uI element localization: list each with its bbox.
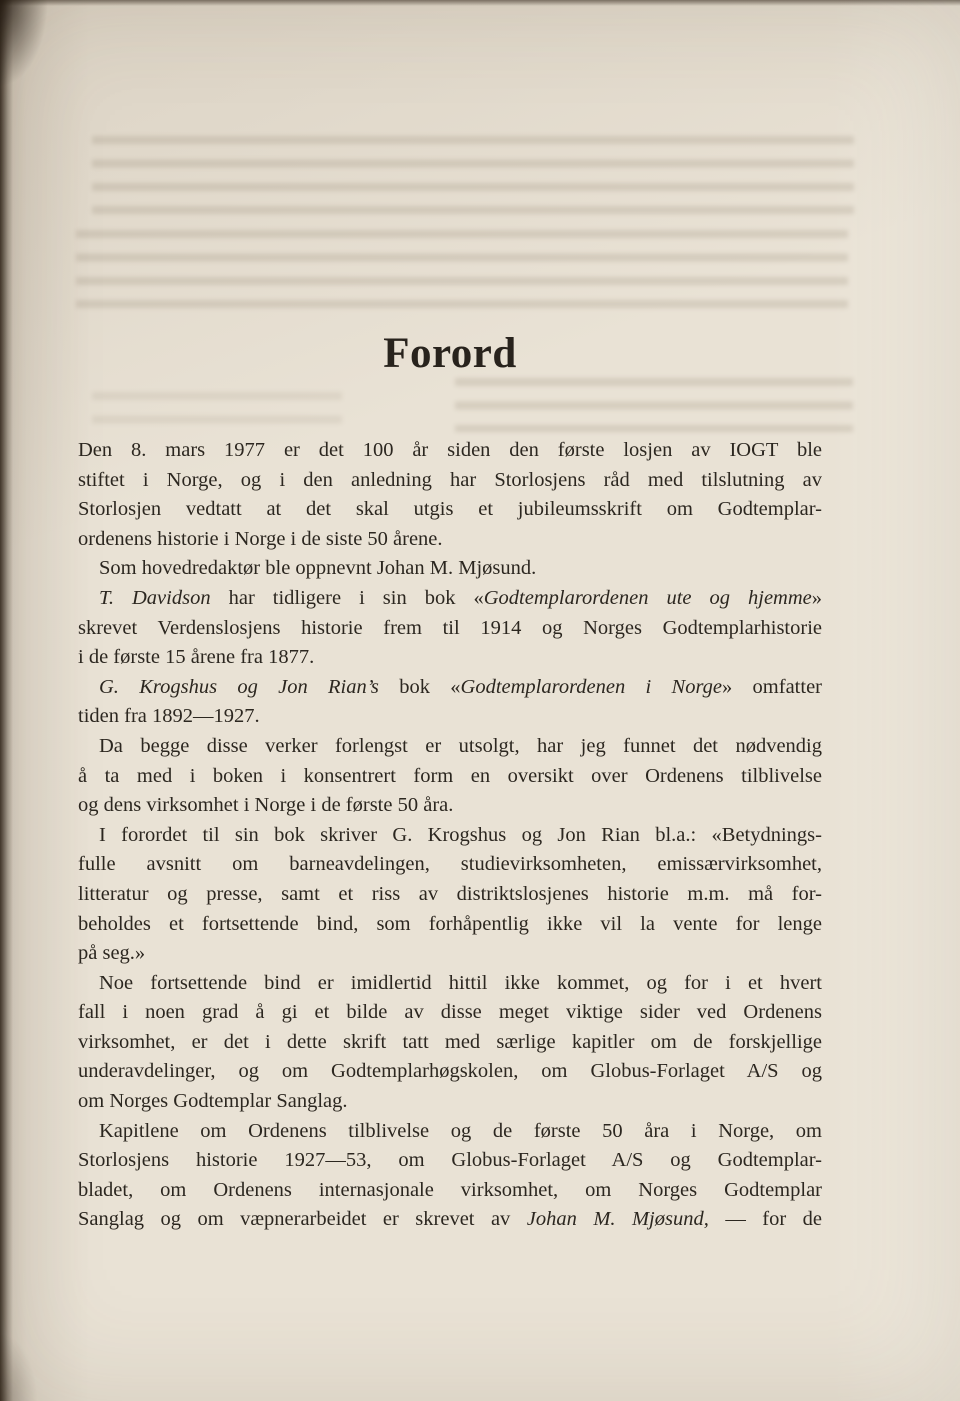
- text-run: om Norges Godtemplar Sanglag.: [78, 1090, 348, 1113]
- text-run: underavdelinger, og om Godtemplarhøgskolen, om Globus-Forlaget A/S og: [78, 1060, 822, 1083]
- text-run: Noe fortsettende bind er imidlertid hittil ikke kommet, og for i et hvert: [99, 971, 822, 994]
- text-run: — for de: [708, 1208, 822, 1231]
- text-run: har tidligere i sin bok «: [210, 586, 484, 609]
- corner-shadow-top-left: [0, 0, 64, 115]
- text-run: og dens virksomhet i Norge i de første 50 åra.: [78, 794, 454, 817]
- paragraph: [78, 821, 822, 969]
- text-run: fall i noen grad å gi et bilde av disse meget viktige sider ved Ordenens: [78, 1001, 822, 1024]
- text-line: [78, 791, 822, 821]
- text-run: I forordet til sin bok skriver G. Krogshus og Jon Rian bl.a.: «Betydnings-: [99, 823, 822, 846]
- text-run: Som hovedredaktør ble oppnevnt Johan M. Mjøsund.: [99, 557, 537, 580]
- italic-text-run: T. Davidson: [99, 586, 211, 609]
- text-line: [78, 495, 822, 525]
- text-run: »: [811, 586, 823, 609]
- text-line: [78, 1028, 822, 1058]
- text-run: bladet, om Ordenens internasjonale virksomhet, om Norges Godtemplar: [78, 1178, 822, 1201]
- text-line: [78, 1146, 822, 1176]
- italic-text-run: Godtemplarordenen ute og hjemme: [483, 586, 812, 609]
- text-run: Sanglag og om væpnerarbeidet er skrevet av: [78, 1208, 527, 1231]
- text-line: [78, 584, 822, 614]
- text-line: [78, 732, 822, 762]
- text-line: [78, 762, 822, 792]
- text-run: virksomhet, er det i dette skrift tatt med særlige kapitler om de forskjellige: [78, 1030, 822, 1053]
- text-run: litteratur og presse, samt et riss av distriktslosjenes historie m.m. må for-: [78, 882, 822, 905]
- book-spine-edge: [0, 0, 13, 1401]
- text-run: stiftet i Norge, og i den anledning har Storlosjens råd med tilslutning av: [78, 468, 822, 491]
- paragraph: [78, 969, 822, 1117]
- text-line: [78, 614, 822, 644]
- text-line: [78, 850, 822, 880]
- text-run: å ta med i boken i konsentrert form en oversikt over Ordenens tilblivelse: [78, 764, 822, 787]
- body-text: [78, 436, 822, 1235]
- text-line: [78, 880, 822, 910]
- italic-text-run: Godtemplarordenen i Norge: [460, 675, 723, 698]
- text-line: [78, 673, 822, 703]
- text-line: [78, 436, 822, 466]
- text-line: [78, 969, 822, 999]
- text-line: [78, 1205, 822, 1235]
- showthrough-text-block: [92, 136, 854, 220]
- text-line: [78, 702, 822, 732]
- paragraph: [78, 1117, 822, 1235]
- page-edge-top: [0, 0, 960, 6]
- text-line: [78, 1176, 822, 1206]
- showthrough-text-block: [76, 230, 848, 314]
- text-line: [78, 525, 822, 555]
- page-content: [78, 330, 822, 1235]
- text-run: skrevet Verdenslosjens historie frem til 1914 og Norges Godtemplarhistorie: [78, 616, 822, 639]
- text-line: [78, 643, 822, 673]
- paragraph: [78, 554, 822, 584]
- text-line: [78, 554, 822, 584]
- text-line: [78, 998, 822, 1028]
- paragraph: [78, 584, 822, 673]
- text-run: » omfatter: [722, 675, 822, 698]
- text-line: [78, 910, 822, 940]
- text-run: beholdes et fortsettende bind, som forhåpentlig ikke vil la vente for lenge: [78, 912, 822, 935]
- text-line: [78, 1117, 822, 1147]
- text-run: ordenens historie i Norge i de siste 50 årene.: [78, 527, 443, 550]
- text-run: fulle avsnitt om barneavdelingen, studievirksomheten, emissærvirksomhet,: [78, 853, 822, 876]
- paragraph: [78, 673, 822, 732]
- text-run: Den 8. mars 1977 er det 100 år siden den første losjen av IOGT ble: [78, 439, 822, 461]
- text-run: Kapitlene om Ordenens tilblivelse og de første 50 åra i Norge, om: [99, 1119, 822, 1142]
- text-line: [78, 1057, 822, 1087]
- text-run: i de første 15 årene fra 1877.: [78, 646, 315, 669]
- text-line: [78, 821, 822, 851]
- text-run: Da begge disse verker forlengst er utsolgt, har jeg funnet det nødvendig: [99, 734, 822, 757]
- corner-shadow-bottom-left: [0, 1311, 50, 1401]
- italic-text-run: G. Krogshus og Jon Rian’s: [99, 675, 379, 698]
- paragraph: [78, 436, 822, 554]
- text-line: [78, 466, 822, 496]
- text-run: Storlosjen vedtatt at det skal utgis et jubileumsskrift om Godtemplar-: [78, 498, 822, 521]
- italic-text-run: Johan M. Mjøsund,: [526, 1208, 709, 1231]
- text-run: tiden fra 1892—1927.: [78, 705, 260, 728]
- paragraph: [78, 732, 822, 821]
- text-run: på seg.»: [78, 942, 146, 965]
- page-title: Forord: [383, 330, 517, 377]
- text-run: bok «: [378, 675, 461, 698]
- text-line: [78, 1087, 822, 1117]
- text-run: Storlosjens historie 1927—53, om Globus-Forlaget A/S og Godtemplar-: [78, 1149, 822, 1172]
- text-line: [78, 939, 822, 969]
